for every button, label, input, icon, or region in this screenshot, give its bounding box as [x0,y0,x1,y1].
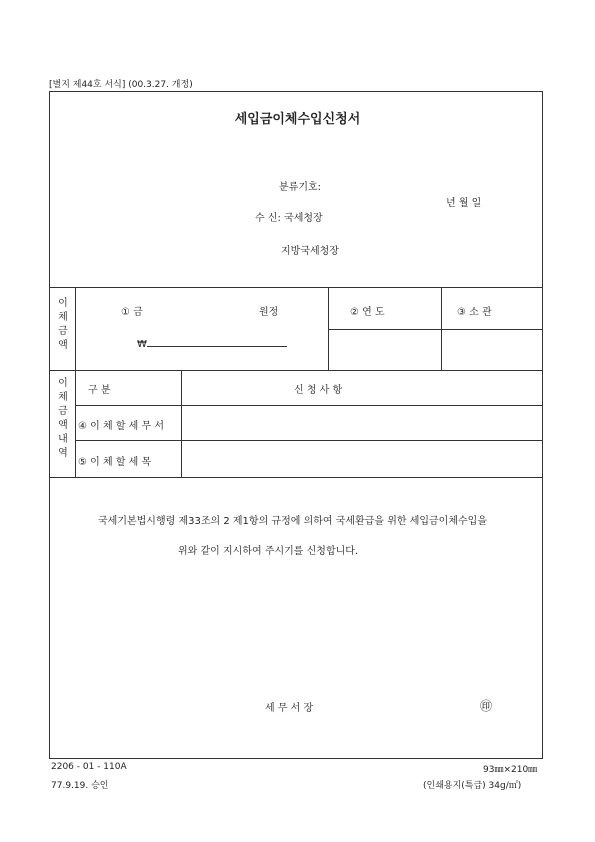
frame-left [49,91,50,758]
amount-section-top-border [49,287,543,288]
detail-side-label: 이 체 금 액 내 역 [58,378,68,459]
transfer-tax-item-label: ⑤ 이 체 할 세 목 [78,457,152,468]
seal-mark: ㊞ [480,699,493,713]
frame-right [542,91,543,758]
amount-field[interactable] [137,335,287,350]
office-label: ③ 소 관 [457,307,492,318]
amount-unit: 원정 [259,307,279,318]
side-label-divider [75,287,76,478]
form-number-note: [별지 제44호 서식] (00.3.27. 개정) [49,80,193,90]
category-column-header: 구 분 [88,385,111,396]
currency-prefix: ₩ [137,339,147,350]
year-office-middle-line [328,329,542,330]
amount-section-bottom-border [49,370,543,371]
approval-date: 77.9.19. 승인 [51,781,109,791]
paper-spec: (인쇄용지(특급) 34g/㎡) [423,781,522,791]
transfer-tax-item-field[interactable] [182,441,542,477]
body-text-line2: 위와 같이 지시하여 주시기를 신청합니다. [178,546,359,557]
frame-bottom [49,758,543,759]
year-label: ② 연 도 [350,307,385,318]
transfer-tax-office-field[interactable] [182,406,542,440]
detail-section-bottom [49,477,543,478]
amount-side-label: 이 체 금 액 [58,298,68,351]
form-code: 2206 - 01 - 110A [51,762,127,772]
document-title: 세입금이체수입신청서 [234,112,361,127]
body-text-line1: 국세기본법시행령 제33조의 2 제1항의 규정에 의하여 국세환급을 위한 세입금이체수입을 [98,516,487,527]
date-label: 년 월 일 [446,198,482,209]
transfer-tax-office-label: ④ 이 체 할 세 무 서 [78,421,164,432]
request-column-header: 신 청 사 항 [294,385,343,396]
recipient-label: 수 신: 국세청장 [255,213,323,224]
classification-label: 분류기호: [279,182,322,193]
tax-office-head-label: 세 무 서 장 [265,703,314,714]
recipient-line2: 지방국세청장 [281,246,339,257]
paper-size: 93㎜×210㎜ [483,765,538,775]
amount-label: ① 금 [121,307,143,318]
frame-top [49,91,543,92]
amount-blank-line [147,335,287,347]
